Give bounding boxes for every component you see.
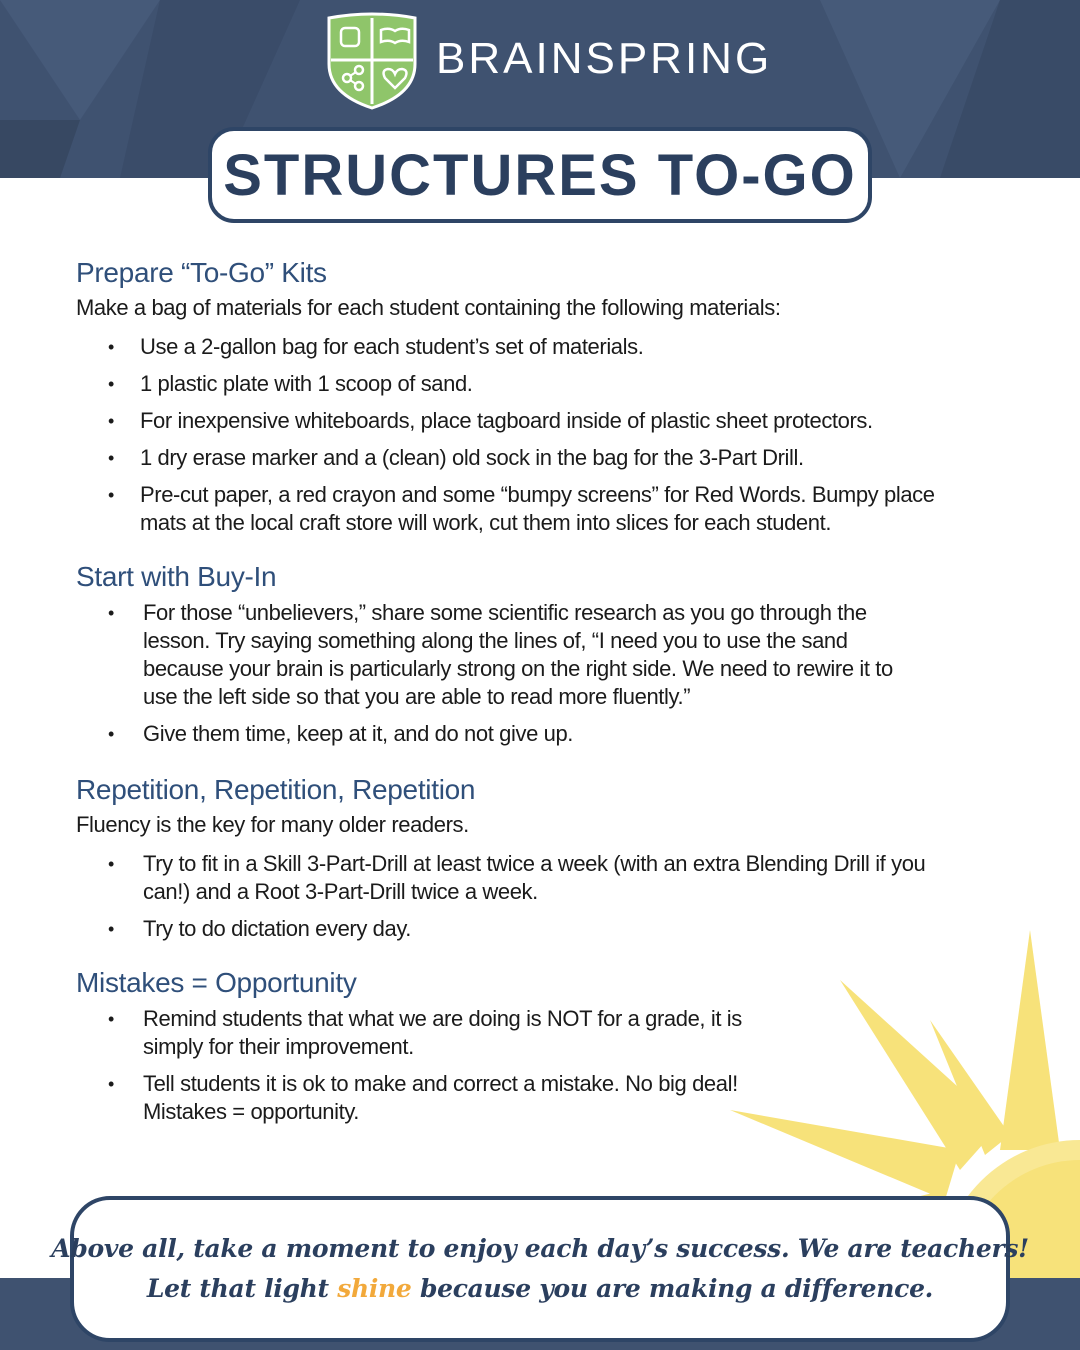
section-prepare-kits [76, 255, 976, 537]
list-item: • Try to fit in a Skill 3-Part-Drill at least twice a week (with an extra Blending Drill if you can!) and a Root 3-Part-Drill twice a week. [76, 850, 956, 906]
list-item: • Give them time, keep at it, and do not give up. [76, 720, 906, 748]
list-item: • Remind students that what we are doing is NOT for a grade, it is simply for their improvement. [76, 1005, 776, 1061]
list-item: • 1 plastic plate with 1 scoop of sand. [76, 370, 976, 398]
section-heading: Start with Buy-In [76, 561, 277, 592]
brand-name: BRAINSPRING [436, 34, 773, 83]
section-heading: Mistakes = Opportunity [76, 967, 357, 998]
page-title: STRUCTURES TO-GO [223, 142, 857, 208]
section-repetition [76, 772, 976, 943]
footer-line-2-start: Let that light [146, 1274, 338, 1303]
title-box [208, 127, 872, 223]
bullet-list [76, 333, 976, 537]
section-buy-in [76, 559, 976, 748]
list-item: • Use a 2-gallon bag for each student’s set of materials. [76, 333, 976, 361]
footer-line-1: Above all, take a moment to enjoy each day’s success. We are teachers! [51, 1234, 1029, 1263]
section-intro: Fluency is the key for many older readers. [76, 812, 469, 837]
list-item: • For those “unbelievers,” share some scientific research as you go through the lesson. Try saying something along the lines of, “I need you to use the sand because your brain is particularly strong on the right side. We need to rewire it to use the left side so that you are able to read more fluently.” [76, 599, 906, 711]
footer-message-box [51, 1196, 1029, 1342]
list-item: • Try to do dictation every day. [76, 915, 956, 943]
section-intro: Make a bag of materials for each student containing the following materials: [76, 295, 781, 320]
section-heading: Repetition, Repetition, Repetition [76, 774, 476, 805]
brainspring-shield-logo [325, 12, 419, 110]
footer-line-2 [147, 1269, 933, 1309]
list-item: • For inexpensive whiteboards, place tagboard inside of plastic sheet protectors. [76, 407, 976, 435]
section-heading: Prepare “To-Go” Kits [76, 257, 327, 288]
list-item: • Tell students it is ok to make and correct a mistake. No big deal! Mistakes = opportunity. [76, 1070, 776, 1126]
shine-highlight: shine [337, 1274, 412, 1303]
section-mistakes [76, 965, 976, 1126]
bullet-list [76, 850, 956, 943]
footer-line-2-end: because you are making a difference. [411, 1274, 934, 1303]
list-item: • Pre-cut paper, a red crayon and some “bumpy screens” for Red Words. Bumpy place mats at the local craft store will work, cut them into slices for each student. [76, 481, 976, 537]
bullet-list [76, 1005, 776, 1126]
bullet-list [76, 599, 906, 748]
list-item: • 1 dry erase marker and a (clean) old sock in the bag for the 3-Part Drill. [76, 444, 976, 472]
content-body [76, 255, 976, 1126]
